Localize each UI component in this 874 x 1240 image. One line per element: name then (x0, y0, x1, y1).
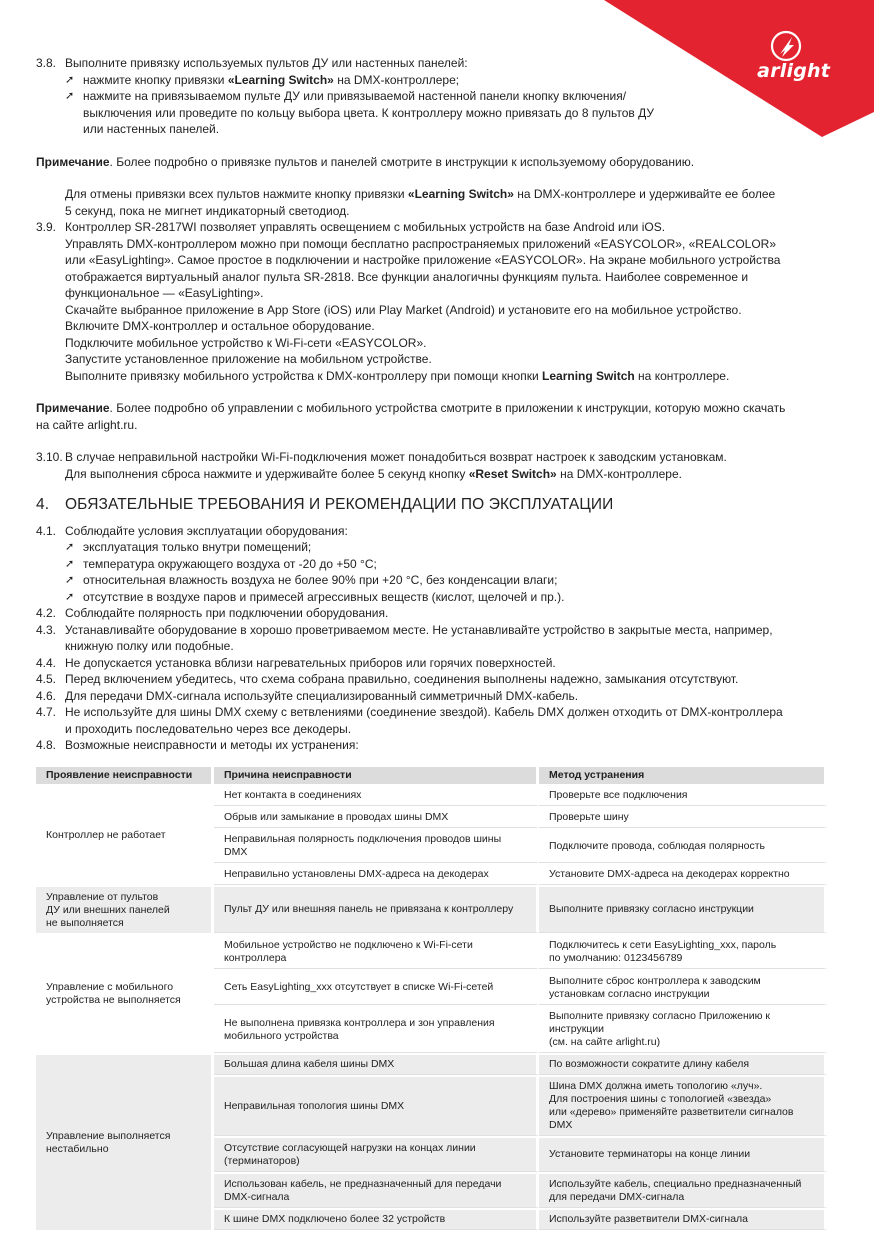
symptom-cell: Управление с мобильного устройства не выполняется (36, 935, 214, 1053)
section-4-7: 4.7. Не используйте для шины DMX схему с ветвлениями (соединение звездой). Кабель DMX должен отходить от DMX-контроллера и проходить последовательно через все декодеры. (36, 705, 783, 736)
bullet: ➚ эксплуатация только внутри помещений; (65, 540, 312, 554)
cause-cell: Неправильно установлены DMX-адреса на декодерах (214, 865, 539, 885)
header-symptom: Проявление неисправности (36, 767, 214, 784)
section-4-6: 4.6. Для передачи DMX-сигнала используйте специализированный симметричный DMX-кабель. (36, 688, 579, 703)
bullet: ➚ отсутствие в воздухе паров и примесей агрессивных веществ (кислот, щелочей и пр.). (65, 589, 565, 604)
arrow-bullet-icon: ➚ (65, 574, 75, 586)
note-binding: Примечание. Более подробно о привязке пультов и панелей смотрите в инструкции к используемому оборудованию. (36, 154, 695, 169)
document-body (36, 55, 836, 754)
fix-cell: Установите терминаторы на конце линии (539, 1138, 827, 1172)
unbind-paragraph: Для отмены привязки всех пультов нажмите кнопку привязки «Learning Switch» на DMX-контроллере и удерживайте ее более 5 секунд, пока не мигнет индикаторный светодиод. (65, 187, 776, 218)
bullet: ➚ температура окружающего воздуха от -20 до +50 °С; (65, 556, 377, 571)
header-fix: Метод устранения (539, 767, 827, 784)
fix-cell: Подключите провода, соблюдая полярность (539, 830, 827, 863)
fix-cell: По возможности сократите длину кабеля (539, 1055, 827, 1075)
fix-cell: Проверьте все подключения (539, 786, 827, 806)
fix-cell: Используйте разветвители DMX-сигнала (539, 1210, 827, 1230)
section-3-9: 3.9. Контроллер SR-2817WI позволяет управлять освещением с мобильных устройств на базе Android или iOS. Управлять DMX-контроллером можно при помощи бесплатно распространяемых приложений «EASYCOLOR», «REALCOLOR» или «EasyLighting». Самое простое в подключении и настройке приложение «EASYCOLOR». На экране мобильного устройства отображается виртуальный аналог пульта SR-2818. Все функции аналогичны функциям пульта. Наиболее современное и функциональное — «EasyLighting». Скачайте выбранное приложение в App Store (iOS) или Play Market (Android) и установите его на мобильное устройство. Включите DMX-контроллер и остальное оборудование. Подключите мобильное устройство к Wi-Fi-сети «EASYCOLOR». Запустите установленное приложение на мобильном устройстве. Выполните привязку мобильного устройства к DMX-контроллеру при помощи кнопки Learning Switch на контроллере. (36, 220, 781, 383)
fix-cell: Выполните сброс контроллера к заводским установкам согласно инструкции (539, 971, 827, 1005)
fix-cell: Подключитесь к сети EasyLighting_xxx, пароль по умолчанию: 0123456789 (539, 935, 827, 969)
arrow-bullet-icon: ➚ (65, 73, 75, 86)
cause-cell: Неправильная полярность подключения проводов шины DMX (214, 830, 539, 863)
bullet: ➚ относительная влажность воздуха не более 90% при +20 °C, без конденсации влаги; (65, 573, 558, 587)
arrow-bullet-icon: ➚ (65, 541, 75, 553)
cause-cell: Сеть EasyLighting_xxx отсутствует в списке Wi-Fi-сетей (214, 971, 539, 1005)
cause-cell: Нет контакта в соединениях (214, 786, 539, 806)
arrow-bullet-icon: ➚ (65, 557, 75, 570)
troubleshooting-table (36, 765, 827, 1232)
section-3-10: 3.10. В случае неправильной настройки Wi-Fi-подключения может понадобиться возврат настроек к заводским установкам. Для выполнения сброса нажмите и удерживайте более 5 секунд кнопку «Reset Switch» на DMX-контроллере. (36, 450, 727, 481)
cause-cell: Отсутствие согласующей нагрузки на концах линии (терминаторов) (214, 1138, 539, 1172)
cause-cell: Мобильное устройство не подключено к Wi-Fi-сети контроллера (214, 935, 539, 969)
cause-cell: Неправильная топология шины DMX (214, 1077, 539, 1136)
arrow-bullet-icon: ➚ (65, 90, 75, 102)
cause-cell: К шине DMX подключено более 32 устройств (214, 1210, 539, 1230)
symptom-cell: Контроллер не работает (36, 786, 214, 885)
section-4-heading: 4. ОБЯЗАТЕЛЬНЫЕ ТРЕБОВАНИЯ И РЕКОМЕНДАЦИИ ПО ЭКСПЛУАТАЦИИ (36, 496, 614, 513)
section-4-1: 4.1. Соблюдайте условия эксплуатации оборудования: ➚ эксплуатация только внутри помещений; ➚ температура окружающего воздуха от -20 до +50 °С; ➚ относительная влажность воздуха не более 90% при +20 °C, без конденсации влаги; ➚ отсутствие в воздухе паров и примесей агрессивных веществ (кислот, щелочей и пр.). (36, 523, 836, 606)
cause-cell: Не выполнена привязка контроллера и зон управления мобильного устройства (214, 1007, 539, 1053)
fix-cell: Используйте кабель, специально предназначенный для передачи DMX-сигнала (539, 1174, 827, 1208)
cause-cell: Пульт ДУ или внешняя панель не привязана к контроллеру (214, 887, 539, 933)
section-4-4: 4.4. Не допускается установка вблизи нагревательных приборов или горячих поверхностей. (36, 655, 556, 670)
table-row (36, 1055, 827, 1075)
cause-cell: Использован кабель, не предназначенный для передачи DMX-сигнала (214, 1174, 539, 1208)
section-4-8: 4.8. Возможные неисправности и методы их устранения: (36, 738, 359, 752)
table-row (36, 786, 827, 806)
section-4-2: 4.2. Соблюдайте полярность при подключении оборудования. (36, 606, 389, 620)
header-cause: Причина неисправности (214, 767, 539, 784)
bullet: ➚ нажмите на привязываемом пульте ДУ или привязываемой настенной панели кнопку включения/ (65, 89, 627, 103)
table-row (36, 887, 827, 933)
note-mobile: Примечание. Более подробно об управлении с мобильного устройства смотрите в приложении к инструкции, которую можно скачать на сайте arlight.ru. (36, 401, 786, 432)
section-4-3: 4.3. Устанавливайте оборудование в хорошо проветриваемом месте. Не устанавливайте устройство в закрытые места, например, книжную полку или подобные. (36, 622, 773, 653)
cause-cell: Большая длина кабеля шины DMX (214, 1055, 539, 1075)
symptom-cell: Управление выполняется нестабильно (36, 1055, 214, 1230)
table-row (36, 935, 827, 969)
fix-cell: Проверьте шину (539, 808, 827, 828)
bullet: ➚ нажмите кнопку привязки «Learning Switch» на DMX-контроллере; (65, 72, 460, 87)
symptom-cell: Управление от пультов ДУ или внешних панелей не выполняется (36, 887, 214, 933)
brand-logo: arlight (757, 60, 830, 82)
fix-cell: Выполните привязку согласно Приложению к инструкции (см. на сайте arlight.ru) (539, 1007, 827, 1053)
fix-cell: Выполните привязку согласно инструкции (539, 887, 827, 933)
fix-cell: Установите DMX-адреса на декодерах корректно (539, 865, 827, 885)
arrow-bullet-icon: ➚ (65, 590, 75, 603)
section-4-5: 4.5. Перед включением убедитесь, что схема собрана правильно, соединения выполнены надежно, замыкания отсутствуют. (36, 672, 739, 686)
cause-cell: Обрыв или замыкание в проводах шины DMX (214, 808, 539, 828)
fix-cell: Шина DMX должна иметь топологию «луч». Для построения шины с топологией «звезда» или «дерево» применяйте разветвители сигналов DMX (539, 1077, 827, 1136)
section-3-8: 3.8. Выполните привязку используемых пультов ДУ или настенных панелей: ➚ нажмите кнопку привязки «Learning Switch» на DMX-контроллере; ➚ нажмите на привязываемом пульте ДУ или привязываемой настенной панели кнопку включения/ выключения или проведите по кольцу выбора цвета. К контроллеру можно привязать до 8 пультов ДУ или настенных панелей. (36, 55, 836, 138)
table-header-row (36, 767, 827, 784)
